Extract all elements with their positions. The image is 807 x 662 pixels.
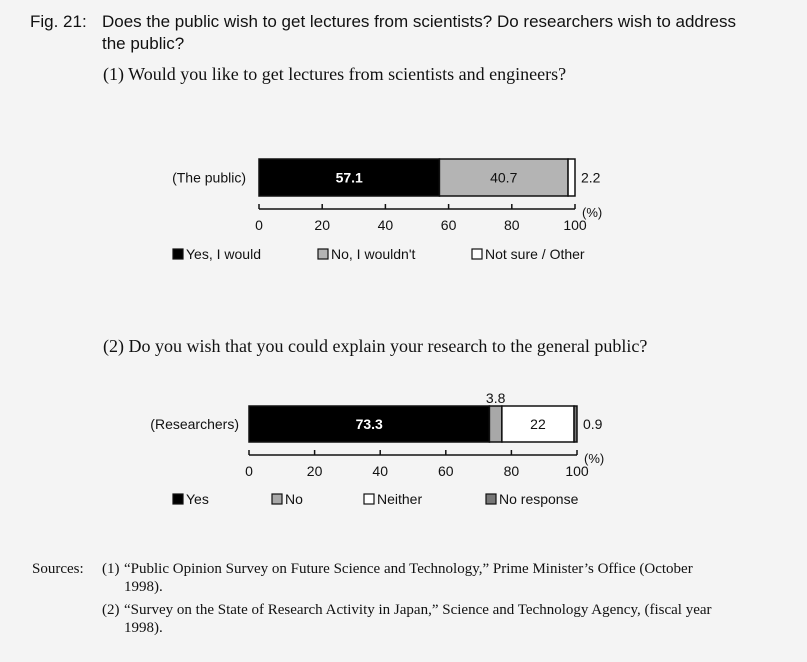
legend-swatch: [486, 494, 496, 504]
data-label: 73.3: [355, 416, 383, 432]
chart2-title: (2) Do you wish that you could explain your research to the general public?: [103, 336, 648, 356]
data-label: 0.9: [583, 416, 603, 432]
x-tick-label: 40: [372, 463, 388, 479]
source-2-text: “Survey on the State of Research Activity in Japan,” Science and Technology Agency, (fiscal year 1998).: [124, 602, 712, 636]
data-label: 3.8: [485, 390, 506, 406]
data-label: 57.1: [335, 169, 363, 186]
x-tick-label: 80: [503, 463, 520, 479]
legend-label: No: [285, 491, 303, 507]
x-tick-label: 80: [504, 217, 520, 233]
source-entry-2: [102, 601, 722, 637]
source-1-number: (1): [102, 561, 120, 577]
x-tick-label: 100: [563, 217, 587, 233]
x-tick-label: 60: [440, 217, 457, 233]
figure-title-line2: the public?: [102, 34, 185, 53]
source-1-text: “Public Opinion Survey on Future Science and Technology,” Prime Minister’s Office (October 1998).: [124, 561, 693, 595]
legend-swatch: [364, 494, 374, 504]
x-tick-label: 40: [377, 217, 394, 233]
data-label: 40.7: [490, 169, 518, 186]
unit-label: (%): [582, 205, 603, 220]
source-entry-1: [102, 560, 722, 596]
source-2-number: (2): [102, 602, 120, 618]
legend-swatch: [272, 494, 282, 504]
sources-label: Sources:: [32, 561, 84, 577]
legend-label: No response: [499, 491, 579, 507]
legend-label: Neither: [377, 491, 423, 507]
category-label: (The public): [172, 169, 246, 186]
x-tick-label: 20: [306, 463, 323, 479]
figure-number: Fig. 21:: [30, 12, 87, 31]
bar-segment-no: [489, 406, 501, 442]
x-tick-label: 0: [245, 463, 253, 479]
legend-label: Yes, I would: [186, 246, 261, 262]
unit-label: (%): [584, 451, 605, 466]
data-label: 22: [530, 416, 546, 432]
legend-label: No, I wouldn't: [331, 246, 416, 262]
x-tick-label: 100: [565, 463, 589, 479]
legend-label: Yes: [186, 491, 209, 507]
x-tick-label: 20: [314, 217, 330, 233]
legend-label: Not sure / Other: [485, 246, 585, 262]
category-label: (Researchers): [150, 416, 239, 432]
x-tick-label: 60: [438, 463, 454, 479]
legend-swatch: [173, 494, 183, 504]
chart1-title: (1) Would you like to get lectures from scientists and engineers?: [103, 64, 567, 84]
bar-segment-no-response: [574, 406, 577, 442]
figure-title-line1: Does the public wish to get lectures from scientists? Do researchers wish to address: [102, 12, 736, 31]
x-tick-label: 0: [255, 217, 263, 233]
data-label: 2.2: [581, 169, 601, 186]
